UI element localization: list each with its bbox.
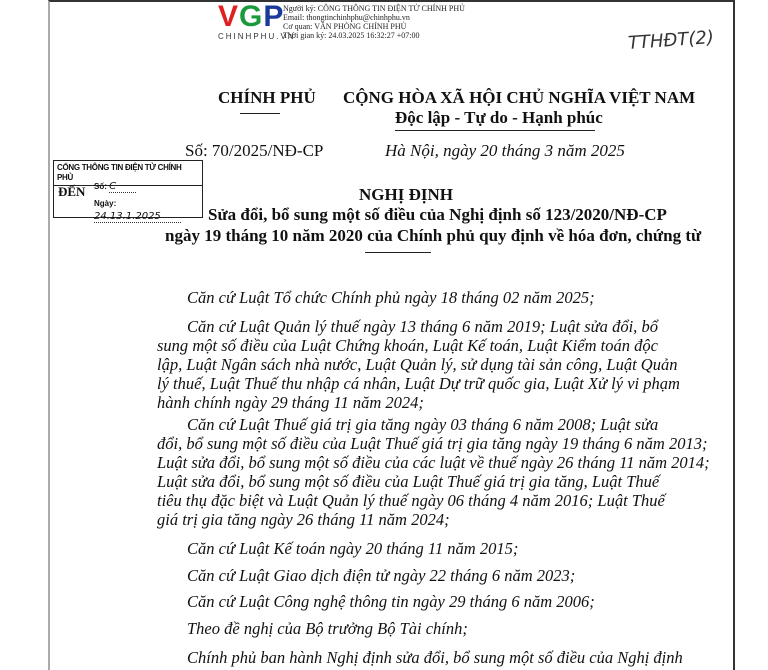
handwritten-note: TTHĐT(2) <box>627 27 715 54</box>
issuer-underline <box>240 113 280 114</box>
digital-signature-time: Thời gian ký: 24.03.2025 16:32:27 +07:00 <box>283 31 420 40</box>
receipt-stamp-number <box>94 180 136 193</box>
digital-signature-email: Email: thongtinchinhphu@chinhphu.vn <box>283 13 410 22</box>
receipt-date-label: Ngày: <box>94 199 117 208</box>
document-type: NGHỊ ĐỊNH <box>359 185 453 204</box>
receipt-stamp-date <box>94 197 202 223</box>
vgp-logo: VGP <box>218 0 285 33</box>
body-line: Luật sửa đổi, bổ sung một số điều của các luật về thuế ngày 26 tháng 11 năm 2014; <box>157 453 710 472</box>
receipt-stamp-den: ĐẾN <box>58 184 86 199</box>
place-date: Hà Nội, ngày 20 tháng 3 năm 2025 <box>385 141 625 160</box>
body-line: sung một số điều của Luật Chứng khoán, Luật Kế toán, Luật Kiểm toán độc <box>157 336 658 355</box>
body-line: lập, Luật Ngân sách nhà nước, Luật Quản lý, sử dụng tài sản công, Luật Quản <box>157 355 678 374</box>
body-line: Căn cứ Luật Công nghệ thông tin ngày 29 tháng 6 năm 2006; <box>187 592 595 611</box>
document-subtitle-line: Sửa đổi, bổ sung một số điều của Nghị định số 123/2020/NĐ-CP <box>208 205 667 224</box>
receipt-number-value: C <box>109 181 136 193</box>
nation-name: CỘNG HÒA XÃ HỘI CHỦ NGHĨA VIỆT NAM <box>343 88 696 107</box>
title-underline <box>365 252 431 253</box>
issuer-name: CHÍNH PHỦ <box>218 88 316 107</box>
receipt-stamp-title: CỔNG THÔNG TIN ĐIỆN TỬ CHÍNH PHỦ <box>54 161 202 186</box>
receipt-date-value: 24.13.1.2025 <box>94 211 181 223</box>
body-line: Chính phủ ban hành Nghị định sửa đổi, bổ sung một số điều của Nghị định <box>187 648 683 667</box>
document-subtitle-line: ngày 19 tháng 10 năm 2020 của Chính phủ quy định về hóa đơn, chứng từ <box>165 226 702 245</box>
vgp-logo-subtitle: CHINHPHU.VN <box>218 32 296 41</box>
document-number: Số: 70/2025/NĐ-CP <box>185 141 324 160</box>
body-line: Căn cứ Luật Giao dịch điện tử ngày 22 tháng 6 năm 2023; <box>187 566 576 585</box>
motto-underline <box>395 130 595 131</box>
body-line: Theo đề nghị của Bộ trưởng Bộ Tài chính; <box>187 619 468 638</box>
body-line: Căn cứ Luật Kế toán ngày 20 tháng 11 năm 2015; <box>187 539 519 558</box>
body-line: Căn cứ Luật Quản lý thuế ngày 13 tháng 6 năm 2019; Luật sửa đổi, bổ <box>187 317 658 336</box>
digital-signature-agency: Cơ quan: VĂN PHÒNG CHÍNH PHỦ <box>283 22 407 31</box>
body-line: đổi, bổ sung một số điều của Luật Thuế giá trị gia tăng ngày 19 tháng 6 năm 2013; <box>157 434 708 453</box>
motto: Độc lập - Tự do - Hạnh phúc <box>395 108 603 127</box>
digital-signature-signer: Người ký: CÔNG THÔNG TIN ĐIỆN TỬ CHÍNH PHỦ <box>283 4 465 13</box>
body-line: hành chính ngày 29 tháng 11 năm 2024; <box>157 393 424 412</box>
receipt-number-label: Số: <box>94 182 107 191</box>
receipt-stamp <box>53 160 203 222</box>
body-line: tiêu thụ đặc biệt và Luật Quản lý thuế ngày 06 tháng 4 năm 2016; Luật Thuế <box>157 491 665 510</box>
body-line: Luật sửa đổi, bổ sung một số điều của Luật Thuế giá trị gia tăng, Luật Thuế <box>157 472 660 491</box>
body-line: Căn cứ Luật Thuế giá trị gia tăng ngày 03 tháng 6 năm 2008; Luật sửa <box>187 415 659 434</box>
body-line: lý thuế, Luật Thuế thu nhập cá nhân, Luật Dự trữ quốc gia, Luật Xử lý vi phạm <box>157 374 680 393</box>
body-line: giá trị gia tăng ngày 26 tháng 11 năm 2024; <box>157 510 450 529</box>
body-line: Căn cứ Luật Tổ chức Chính phủ ngày 18 tháng 02 năm 2025; <box>187 288 595 307</box>
